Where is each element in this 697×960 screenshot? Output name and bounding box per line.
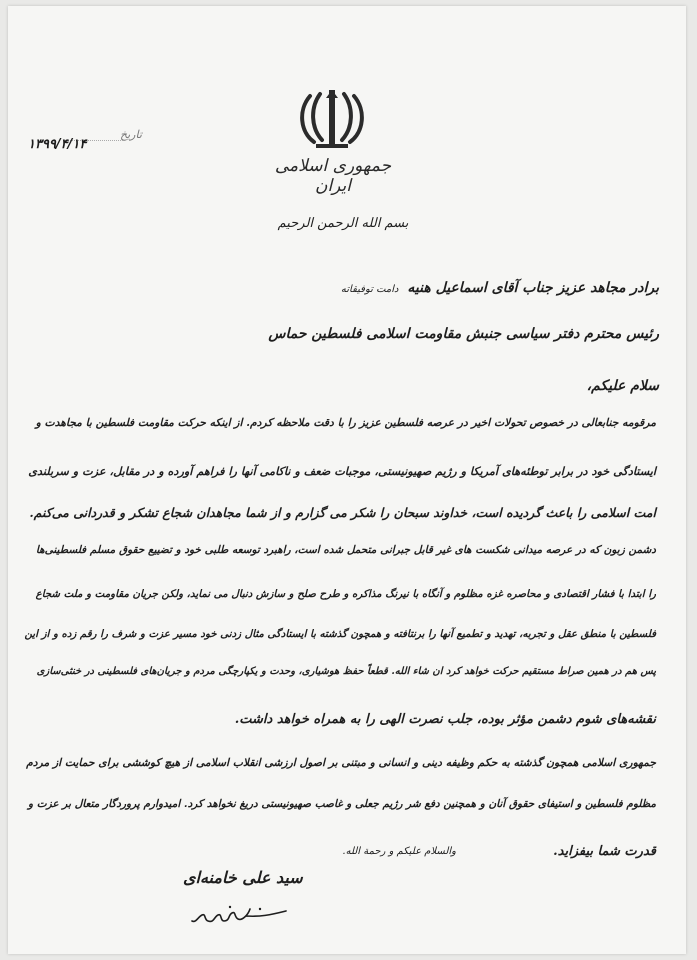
recipient-honorific: دامت توفیقاته bbox=[340, 284, 399, 295]
recipient-name: برادر مجاهد عزیز جناب آقای اسماعیل هنیه bbox=[407, 280, 659, 296]
body-line: ایستادگی خود در برابر توطئه‌های آمریکا و رژیم صهیونیستی، موجبات ضعف و ناکامی آنها را فراهم آورده و در مقابل، عزت و سربلندی bbox=[28, 464, 656, 478]
closing: والسلام علیکم و رحمة الله. bbox=[342, 846, 456, 857]
bismillah: بسم الله الرحمن الرحیم bbox=[277, 216, 409, 231]
body-line: مرقومه جنابعالی در خصوص تحولات اخیر در عرصه فلسطین عزیز را با دقت ملاحظه کردم. از اینکه حرکت مقاومت فلسطین با مجاهدت و bbox=[35, 416, 656, 429]
handwritten-signature-icon bbox=[190, 901, 290, 927]
body-line: قدرت شما بیفزاید. bbox=[553, 844, 656, 859]
body-line: نقشه‌های شوم دشمن مؤثر بوده، جلب نصرت الهی را به همراه خواهد داشت. bbox=[234, 712, 656, 727]
recipient-line bbox=[341, 280, 659, 296]
body-line: مظلوم فلسطین و استیفای حقوق آنان و همچنین دفع شر رژیم جعلی و غاصب صهیونیستی دریغ نخواهد کرد. امیدوارم پروردگار متعال بر عزت و bbox=[27, 798, 656, 810]
body-line: فلسطین با منطق عقل و تجربه، تهدید و تطمیع آنها را برنتافته و همچون گذشته با ایستادگی مثال زدنی خود مسیر عزت و شرف را رقم زده و از این bbox=[24, 628, 656, 640]
date-value: ۱۳۹۹/۴/۱۴ bbox=[28, 137, 87, 152]
body-line: پس هم در همین صراط مستقیم حرکت خواهد کرد ان شاء الله. قطعاً حفظ هوشیاری، وحدت و یکپارچگی مردم و جریان‌های فلسطینی در خنثی‌سازی bbox=[36, 666, 656, 677]
body-line: را ابتدا با فشار اقتصادی و محاصره غزه مظلوم و آنگاه با نیرنگ مذاکره و طرح صلح و سازش دنبال می نماید، ولکن جریان مقاومت و ملت شجاع bbox=[35, 588, 656, 600]
signatory-name: سید علی خامنه‌ای bbox=[183, 868, 303, 887]
date-label: تاریخ bbox=[120, 128, 142, 141]
letter-page bbox=[8, 6, 686, 954]
body-line: دشمن زبون که در عرصه میدانی شکست های غیر قابل جبرانی متحمل شده است، راهبرد توسعه طلبی خود و تضییع حقوق مسلم فلسطینی‌ها bbox=[35, 544, 656, 556]
body-line: جمهوری اسلامی همچون گذشته به حکم وظیفه دینی و انسانی و مبتنی بر اصول ارزشی انقلاب اسلامی از هیچ کوششی برای حمایت از مردم bbox=[26, 756, 656, 769]
recipient-position: رئیس محترم دفتر سیاسی جنبش مقاومت اسلامی فلسطین حماس bbox=[268, 326, 659, 342]
greeting: سلام علیکم، bbox=[586, 378, 659, 394]
iran-emblem-icon bbox=[296, 88, 368, 150]
state-name: جمهوری اسلامی ایران bbox=[274, 156, 392, 196]
body-line: امت اسلامی را باعث گردیده است، خداوند سبحان را شکر می گزارم و از شما مجاهدان شجاع تشکر و قدردانی می‌کنم. bbox=[29, 505, 656, 520]
